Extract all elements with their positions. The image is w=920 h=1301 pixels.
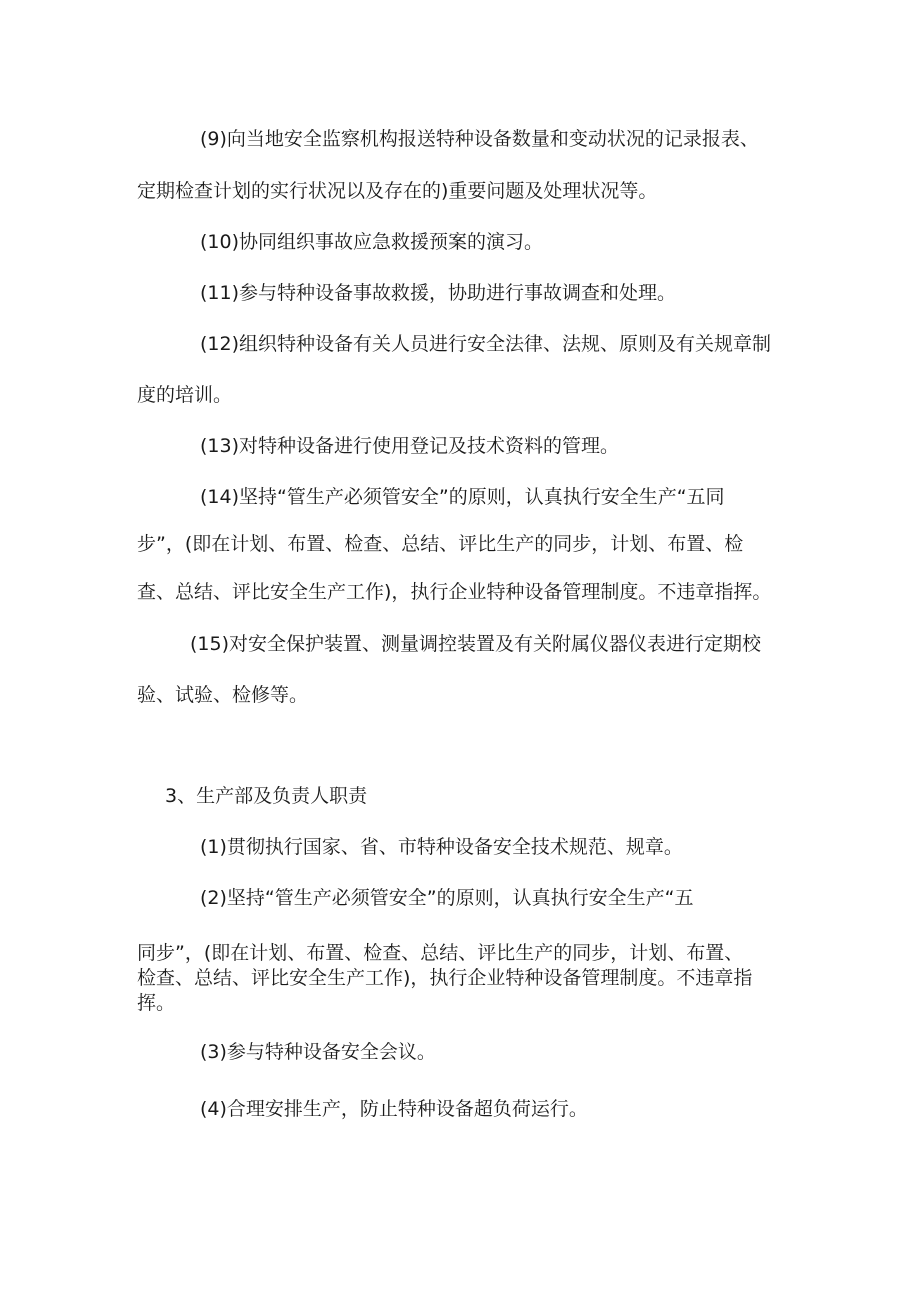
item-9-line-1: (9)向当地安全监察机构报送特种设备数量和变动状况的记录报表、 [200, 128, 759, 150]
section-3-item-2-line-4: 挥。 [137, 992, 176, 1014]
item-12-line-2: 度的培训。 [137, 384, 233, 406]
section-3-item-4: (4)合理安排生产，防止特种设备超负荷运行。 [200, 1098, 588, 1120]
item-14-line-3: 查、总结、评比安全生产工作)，执行企业特种设备管理制度。不违章指挥。 [137, 581, 772, 603]
item-9-line-2: 定期检查计划的实行状况以及存在的)重要问题及处理状况等。 [137, 180, 658, 202]
item-11: (11)参与特种设备事故救援，协助进行事故调查和处理。 [200, 282, 677, 304]
item-13: (13)对特种设备进行使用登记及技术资料的管理。 [200, 435, 620, 457]
item-15-line-1: (15)对安全保护装置、测量调控装置及有关附属仪器仪表进行定期校 [190, 633, 762, 655]
item-15-line-2: 验、试验、检修等。 [137, 684, 309, 706]
item-14-line-1: (14)坚持“管生产必须管安全”的原则，认真执行安全生产“五同 [200, 486, 725, 508]
item-14-line-2: 步”，(即在计划、布置、检查、总结、评比生产的同步，计划、布置、检 [137, 533, 744, 555]
item-12-line-1: (12)组织特种设备有关人员进行安全法律、法规、原则及有关规章制 [200, 333, 772, 355]
section-3-item-3: (3)参与特种设备安全会议。 [200, 1041, 436, 1063]
section-3-heading: 3、生产部及负责人职责 [165, 785, 368, 807]
section-3-item-2-line-1: (2)坚持“管生产必须管安全”的原则，认真执行安全生产“五 [200, 887, 694, 909]
section-3-item-2-line-2: 同步”，(即在计划、布置、检查、总结、评比生产的同步，计划、布置、 [137, 942, 744, 964]
section-3-item-1: (1)贯彻执行国家、省、市特种设备安全技术规范、规章。 [200, 836, 683, 858]
section-3-item-2-line-3: 检查、总结、评比安全生产工作)，执行企业特种设备管理制度。不违章指 [137, 967, 753, 989]
item-10: (10)协同组织事故应急救援预案的演习。 [200, 231, 544, 253]
